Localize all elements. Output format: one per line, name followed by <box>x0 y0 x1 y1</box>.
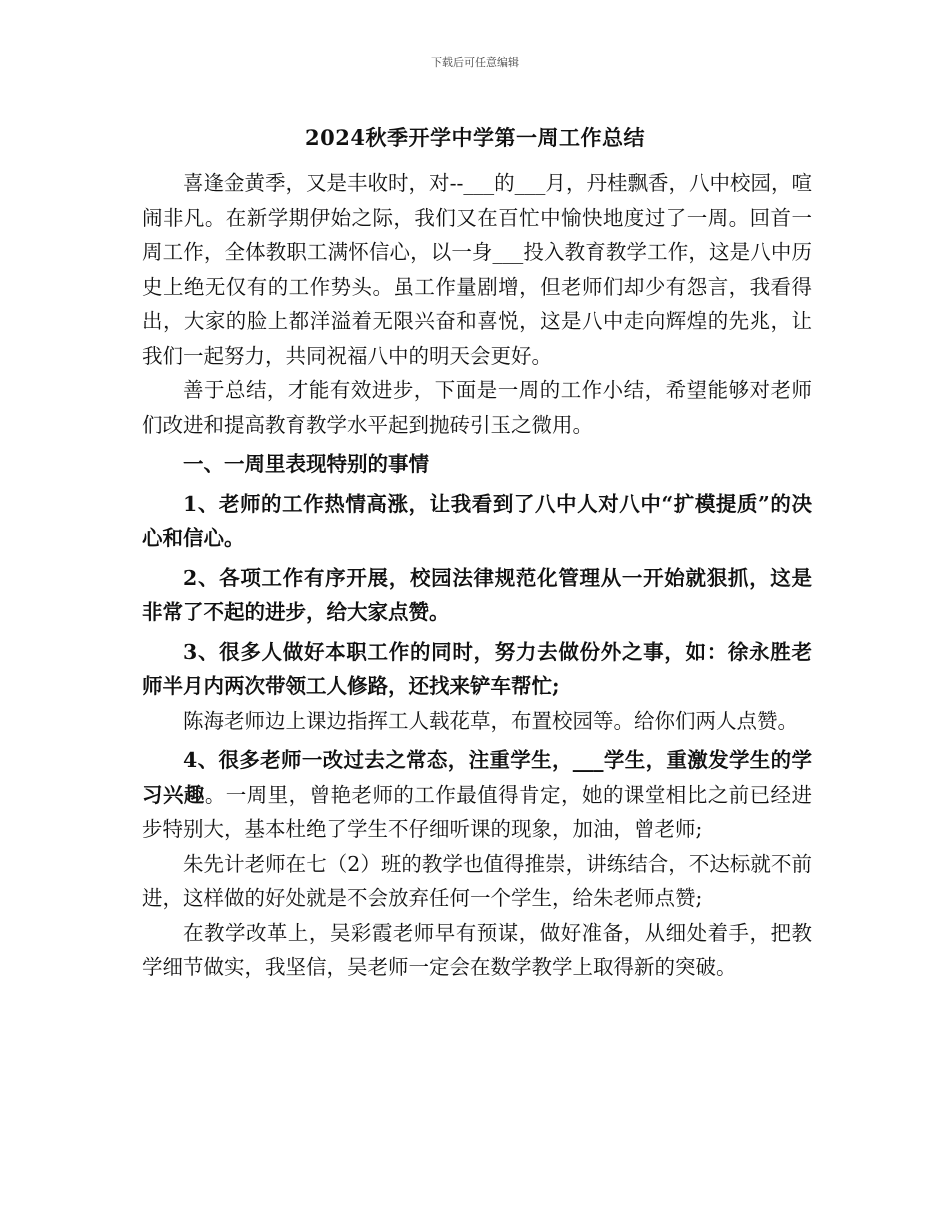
paragraph-wu: 在教学改革上，吴彩霞老师早有预谋，做好准备，从细处着手，把教学细节做实，我坚信，吴老师一定会在数学教学上取得新的突破。 <box>142 920 812 979</box>
list-item-1 <box>142 487 812 556</box>
document-body <box>142 166 812 985</box>
list-item-4-rest: 。一周里，曾艳老师的工作最值得肯定，她的课堂相比之前已经进步特别大，基本杜绝了学生不仔细听课的现象，加油，曾老师; <box>142 782 813 841</box>
section-heading-text: 一、一周里表现特别的事情 <box>183 452 429 476</box>
list-item-4 <box>142 743 812 847</box>
list-item-1-text: 1、老师的工作热情高涨，让我看到了八中人对八中“扩模提质”的决心和信心。 <box>142 491 812 550</box>
paragraph-zhu: 朱先计老师在七（2）班的教学也值得推崇，讲练结合，不达标就不前进，这样做的好处就是不会放弃任何一个学生，给朱老师点赞; <box>142 851 812 910</box>
summary-paragraph: 善于总结，才能有效进步，下面是一周的工作小结，希望能够对老师们改进和提高教育教学水平起到抛砖引玉之微用。 <box>142 378 812 437</box>
page-header: 下载后可任意编辑 <box>431 56 519 69</box>
list-item-3 <box>142 635 812 704</box>
list-item-2-text: 2、各项工作有序开展，校园法律规范化管理从一开始就狠抓，这是非常了不起的进步，给大家点赞。 <box>142 565 812 624</box>
list-item-4-bold: 4、很多老师一改过去之常态，注重学生，___学生，重激发学生的学习兴趣 <box>142 748 812 807</box>
intro-paragraph: 喜逢金黄季，又是丰收时，对--___的___月，丹桂飘香，八中校园，喧闹非凡。在新学期伊始之际，我们又在百忙中愉快地度过了一周。回首一周工作，全体教职工满怀信心，以一身___投入教育教学工作，这是八中历史上绝无仅有的工作势头。虽工作量剧增，但老师们却少有怨言，我看得出，大家的脸上都洋溢着无限兴奋和喜悦，这是八中走向辉煌的先兆，让我们一起努力，共同祝福八中的明天会更好。 <box>142 171 812 368</box>
list-item-2 <box>142 561 812 630</box>
list-item-3-text: 3、很多人做好本职工作的同时，努力去做份外之事，如：徐永胜老师半月内两次带领工人修路，还找来铲车帮忙; <box>142 639 812 698</box>
paragraph-chenhai: 陈海老师边上课边指挥工人载花草，布置校园等。给你们两人点赞。 <box>183 708 798 733</box>
section-heading <box>142 447 812 482</box>
document-title: 2024秋季开学中学第一周工作总结 <box>305 125 645 150</box>
